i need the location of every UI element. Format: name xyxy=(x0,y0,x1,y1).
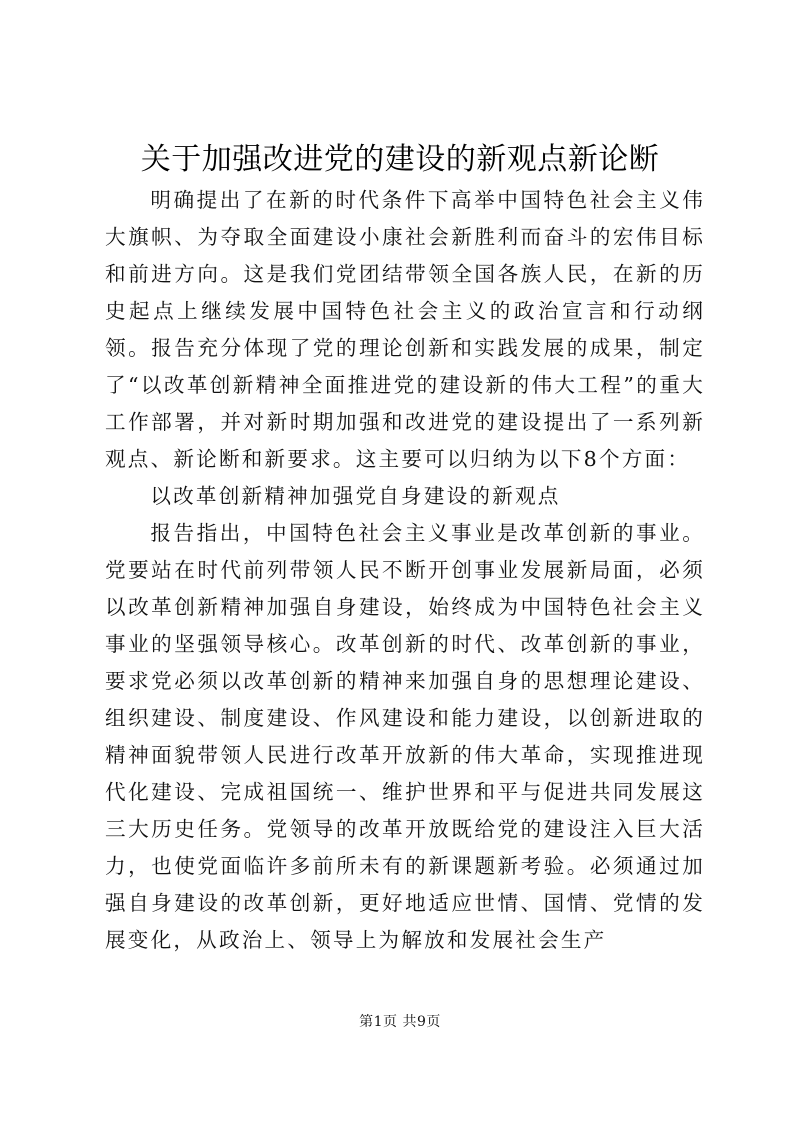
section-heading: 以改革创新精神加强党自身建设的新观点 xyxy=(150,484,561,508)
document-body xyxy=(105,182,705,959)
paragraph-report: 报告指出，中国特色社会主义事业是改革创新的事业。党要站在时代前列带领人民不断开创事业发展新局面，必须以改革创新精神加强自身建设，始终成为中国特色社会主义事业的坚强领导核心。改革创新的时代、改革创新的事业，要求党必须以改革创新的精神来加强自身的思想理论建设、组织建设、制度建设、作风建设和能力建设，以创新进取的精神面貌带领人民进行改革开放新的伟大革命，实现推进现代化建设、完成祖国统一、维护世界和平与促进共同发展这三大历史任务。党领导的改革开放既给党的建设注入巨大活力，也使党面临许多前所未有的新课题新考验。必须通过加强自身建设的改革创新，更好地适应世情、国情、党情的发展变化，从政治上、领导上为解放和发展社会生产 xyxy=(105,521,705,952)
document-title: 关于加强改进党的建设的新观点新论断 xyxy=(140,142,660,177)
paragraph-intro: 明确提出了在新的时代条件下高举中国特色社会主义伟大旗帜、为夺取全面建设小康社会新胜利而奋斗的宏伟目标和前进方向。这是我们党团结带领全国各族人民，在新的历史起点上继续发展中国特色社会主义的政治宣言和行动纲领。报告充分体现了党的理论创新和实践发展的成果，制定了“以改革创新精神全面推进党的建设新的伟大工程”的重大工作部署，并对新时期加强和改进党的建设提出了一系列新观点、新论断和新要求。这主要可以归纳为以下8个方面： xyxy=(105,188,705,471)
page-footer: 第1页 共9页 xyxy=(359,1014,441,1030)
